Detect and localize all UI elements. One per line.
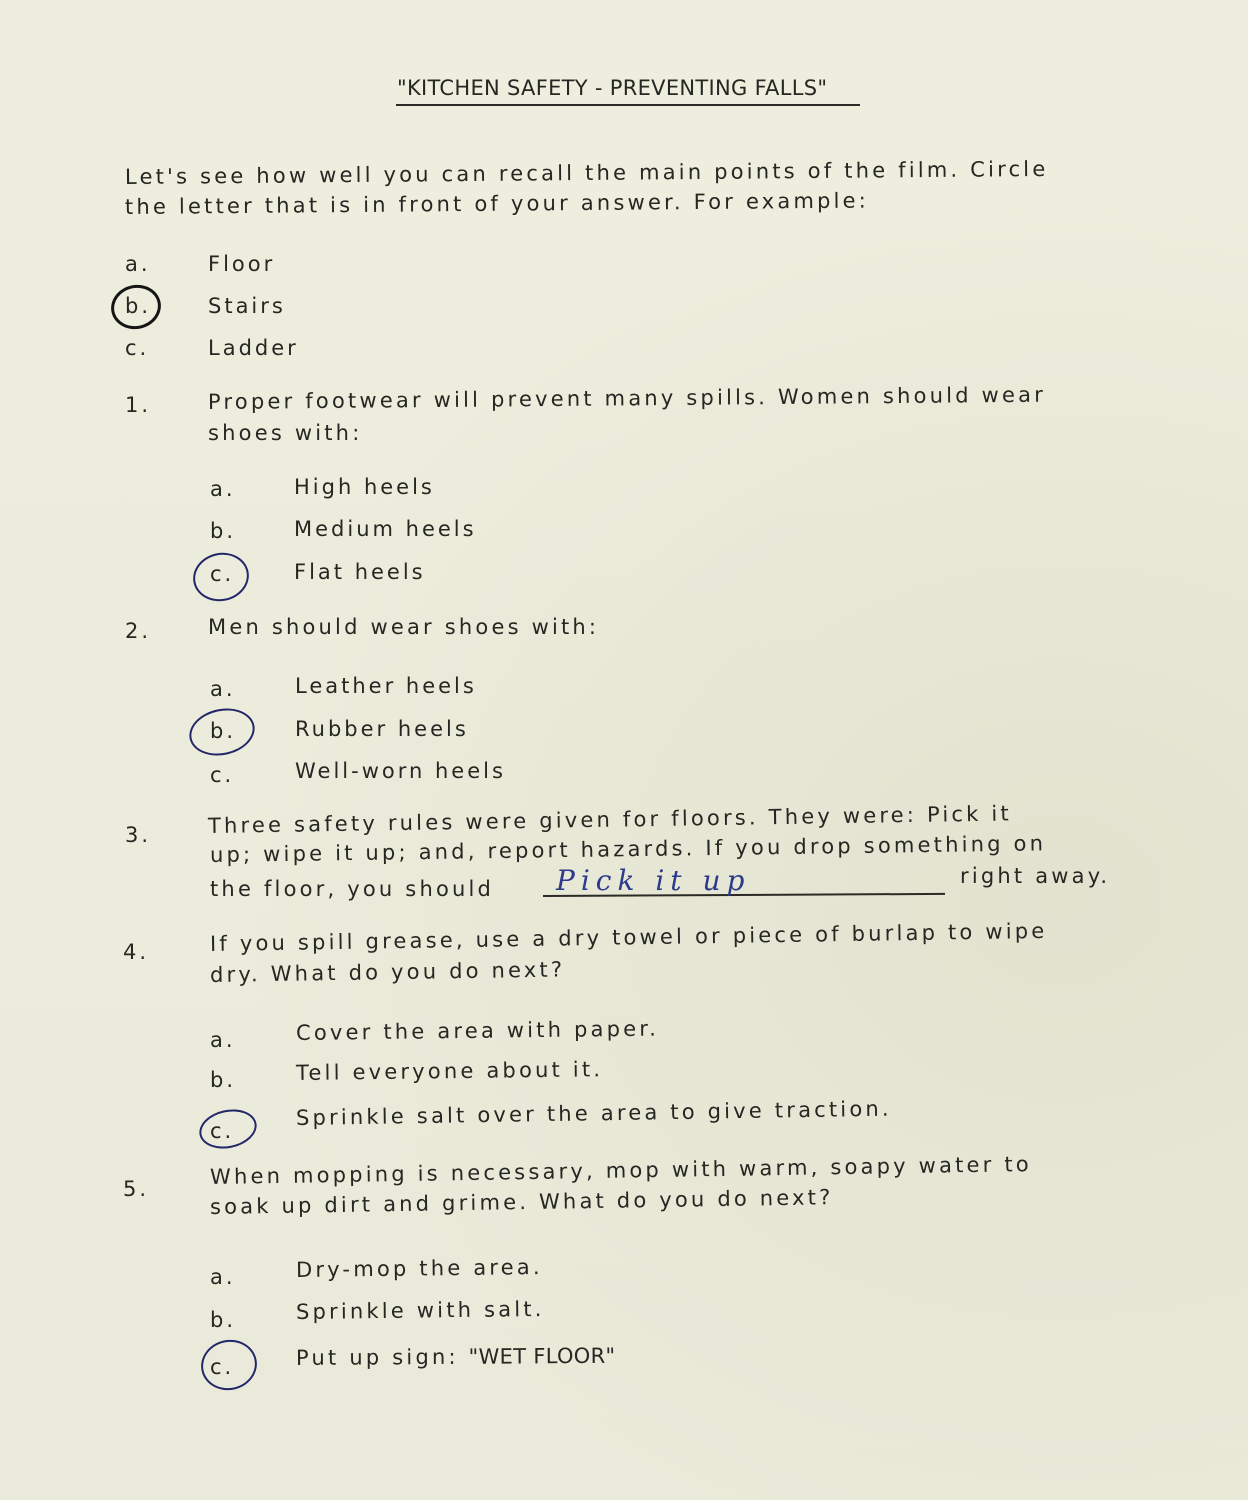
example-letter-b: b.	[125, 294, 152, 318]
question-4-line-2: dry. What do you do next?	[209, 957, 566, 987]
question-1-letter-b: b.	[210, 519, 237, 543]
question-3-line-2: up; wipe it up; and, report hazards. If you drop something on	[209, 831, 1047, 867]
question-5-option-c-sign: "WET FLOOR"	[468, 1343, 616, 1369]
question-5-line-2: soak up dirt and grime. What do you do next?	[209, 1185, 834, 1219]
example-answer-circle	[107, 280, 165, 333]
question-1-letter-a: a.	[210, 477, 236, 501]
question-1-letter-c: c.	[210, 562, 235, 586]
question-5-letter-c: c.	[210, 1355, 235, 1379]
question-3-handwritten-answer: Pick it up	[556, 864, 751, 897]
question-2-option-c: Well-worn heels	[295, 759, 506, 783]
question-5-option-a: Dry-mop the area.	[295, 1254, 543, 1282]
question-2-letter-a: a.	[210, 677, 236, 701]
intro-line-1: Let's see how well you can recall the main points of the film. Circle	[124, 156, 1049, 189]
page-title: "KITCHEN SAFETY - PREVENTING FALLS"	[397, 76, 828, 100]
example-option-c: Ladder	[208, 336, 299, 360]
example-letter-a: a.	[125, 252, 151, 276]
question-1-number: 1.	[125, 393, 152, 417]
question-3-number: 3.	[125, 823, 152, 847]
question-1-option-a: High heels	[294, 475, 435, 499]
question-4-number: 4.	[123, 940, 150, 964]
question-2-option-b: Rubber heels	[295, 717, 469, 741]
question-2-option-a: Leather heels	[295, 674, 477, 698]
question-2-line-1: Men should wear shoes with:	[208, 615, 600, 639]
question-2-letter-b: b.	[210, 719, 237, 743]
question-2-letter-c: c.	[210, 763, 235, 787]
question-4-letter-c: c.	[210, 1119, 235, 1143]
question-4-letter-b: b.	[210, 1068, 237, 1092]
intro-line-2: the letter that is in front of your answer. For example:	[124, 188, 870, 219]
question-3-line-3-end: right away.	[960, 864, 1111, 888]
example-option-a: Floor	[208, 252, 276, 276]
question-5-number: 5.	[123, 1177, 150, 1201]
question-4-letter-a: a.	[210, 1028, 236, 1052]
question-4-option-c: Sprinkle salt over the area to give traction.	[295, 1096, 892, 1130]
question-1-option-c: Flat heels	[294, 560, 426, 584]
example-letter-c: c.	[125, 336, 150, 360]
question-3-line-1: Three safety rules were given for floors. They were: Pick it	[207, 801, 1013, 838]
question-5-option-c	[296, 1344, 616, 1370]
question-4-answer-circle	[196, 1104, 261, 1153]
question-1-option-b: Medium heels	[294, 517, 477, 541]
example-option-b: Stairs	[208, 294, 286, 318]
question-5-letter-b: b.	[210, 1308, 237, 1332]
question-5-answer-circle	[196, 1335, 261, 1396]
question-5-letter-a: a.	[210, 1265, 236, 1289]
question-2-answer-circle	[185, 703, 259, 762]
question-4-line-1: If you spill grease, use a dry towel or piece of burlap to wipe	[209, 918, 1048, 956]
question-2-number: 2.	[125, 619, 152, 643]
question-5-option-c-prefix: Put up sign:	[295, 1344, 459, 1370]
question-5-option-b: Sprinkle with salt.	[295, 1296, 545, 1324]
title-underline	[396, 104, 860, 106]
question-1-line-2: shoes with:	[208, 421, 363, 445]
question-1-answer-circle	[189, 548, 254, 607]
question-1-line-1: Proper footwear will prevent many spills. Women should wear	[207, 382, 1047, 414]
question-4-option-a: Cover the area with paper.	[295, 1016, 660, 1045]
question-4-option-b: Tell everyone about it.	[295, 1057, 604, 1085]
question-5-line-1: When mopping is necessary, mop with warm, soapy water to	[209, 1152, 1033, 1189]
question-3-line-3-start: the floor, you should	[210, 877, 495, 901]
